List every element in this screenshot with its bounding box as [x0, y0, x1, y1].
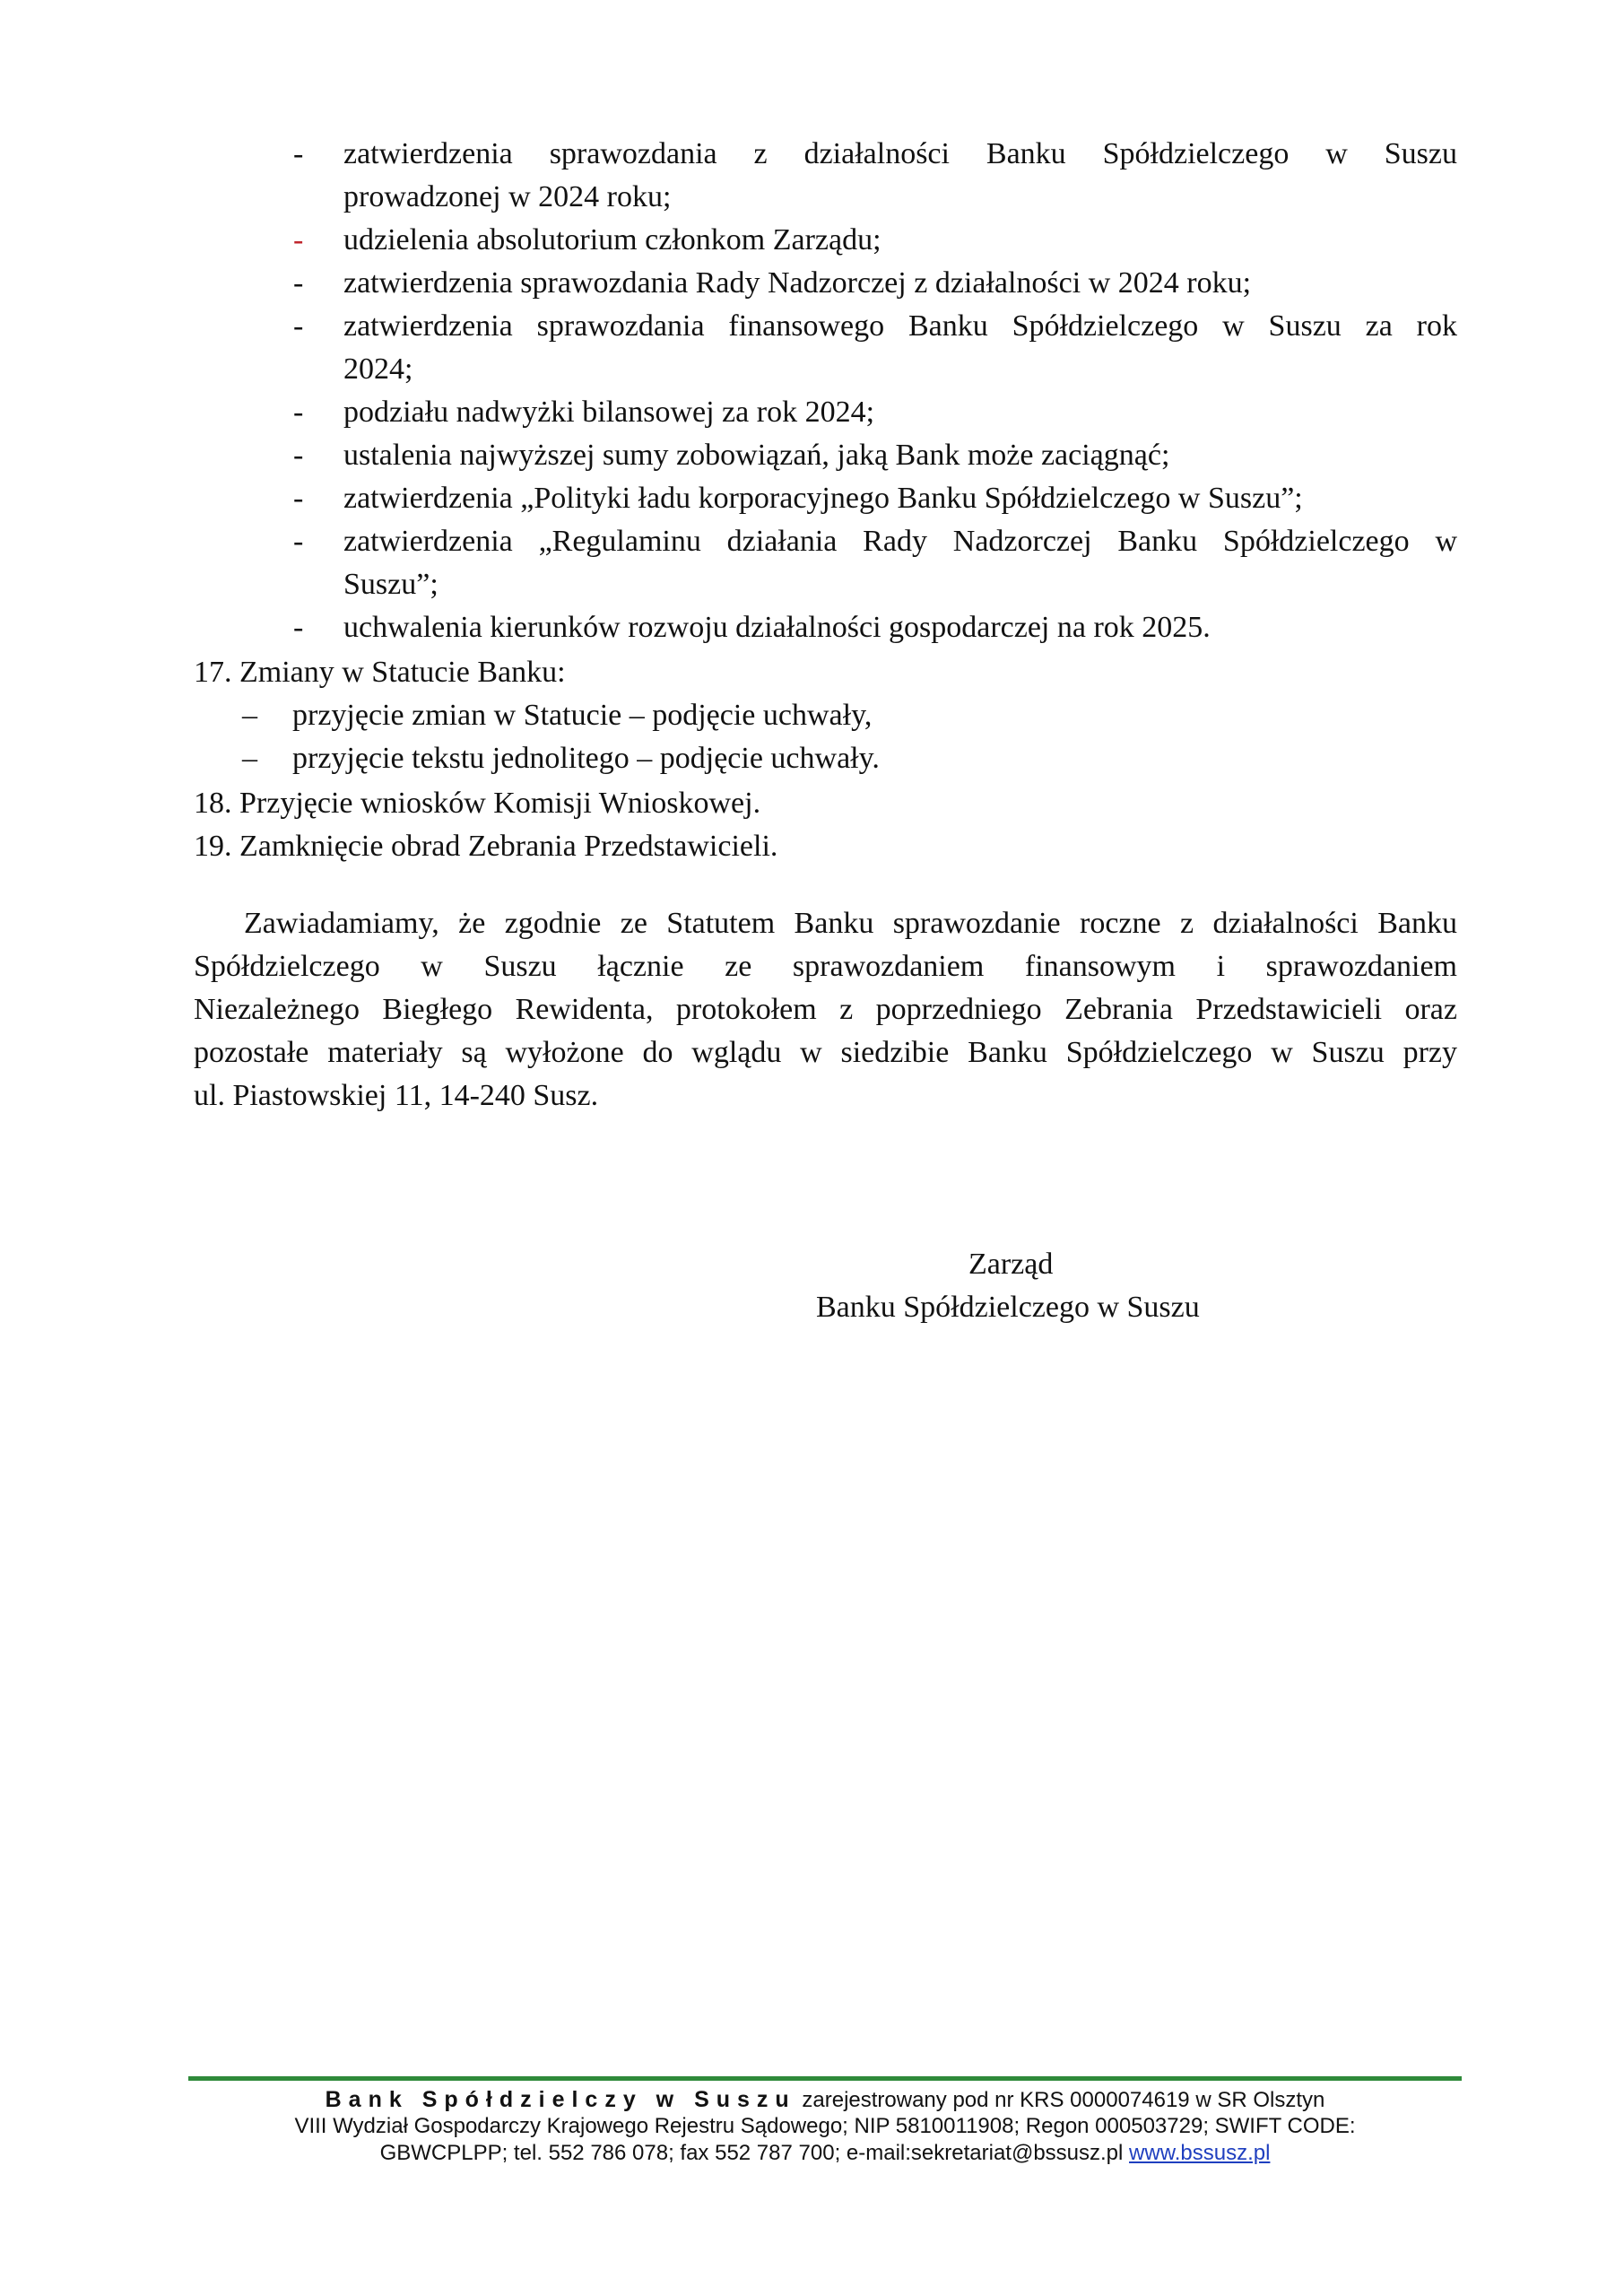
- list-en-dash: –: [242, 699, 257, 732]
- agenda-subitem-7: zatwierdzenia „Polityki ładu korporacyjnego Banku Spółdzielczego w Suszu”;: [343, 482, 1303, 515]
- signature-bank-name: Banku Spółdzielczego w Suszu: [816, 1291, 1200, 1324]
- notice-line-3: Niezależnego Biegłego Rewidenta, protokołem z poprzedniego Zebrania Przedstawicieli oraz: [194, 993, 1457, 1026]
- footer-line-2: VIII Wydział Gospodarczy Krajowego Rejestru Sądowego; NIP 5810011908; Regon 000503729; SWIFT CODE:: [294, 2114, 1356, 2138]
- agenda-subitem-2: udzielenia absolutorium członkom Zarządu;: [343, 223, 881, 257]
- signature-board: Zarząd: [968, 1248, 1054, 1281]
- list-dash: -: [293, 439, 304, 472]
- agenda-subitem-9: uchwalenia kierunków rozwoju działalności gospodarczej na rok 2025.: [343, 611, 1211, 644]
- footer-line-3: [170, 2140, 1480, 2167]
- agenda-subitem-6: ustalenia najwyższej sumy zobowiązań, jaką Bank może zaciągnąć;: [343, 439, 1170, 472]
- agenda-subitem-1-line-2: prowadzonej w 2024 roku;: [343, 180, 672, 213]
- notice-line-2: Spółdzielczego w Suszu łącznie ze sprawozdaniem finansowym i sprawozdaniem: [194, 950, 1457, 983]
- notice-line-4: pozostałe materiały są wyłożone do wglądu w siedzibie Banku Spółdzielczego w Suszu przy: [194, 1036, 1457, 1069]
- agenda-subitem-3: zatwierdzenia sprawozdania Rady Nadzorczej z działalności w 2024 roku;: [343, 266, 1252, 300]
- list-dash: -: [293, 137, 304, 170]
- agenda-subitem-4-line-1: zatwierdzenia sprawozdania finansowego Banku Spółdzielczego w Suszu za rok: [343, 309, 1457, 343]
- footer-registration: zarejestrowany pod nr KRS 0000074619 w SR Olsztyn: [802, 2088, 1325, 2112]
- list-dash: -: [293, 396, 304, 429]
- agenda-subitem-5: podziału nadwyżki bilansowej za rok 2024;: [343, 396, 875, 429]
- list-dash: -: [293, 611, 304, 644]
- footer-divider: [188, 2076, 1462, 2081]
- agenda-subitem-8-line-2: Suszu”;: [343, 568, 439, 601]
- list-dash: -: [293, 309, 304, 343]
- agenda-subitem-8-line-1: zatwierdzenia „Regulaminu działania Rady Nadzorczej Banku Spółdzielczego w: [343, 525, 1457, 558]
- notice-line-1: Zawiadamiamy, że zgodnie ze Statutem Banku sprawozdanie roczne z działalności Banku: [244, 907, 1457, 940]
- agenda-subitem-1-line-1: zatwierdzenia sprawozdania z działalności Banku Spółdzielczego w Suszu: [343, 137, 1457, 170]
- list-dash: -: [293, 525, 304, 558]
- notice-line-5: ul. Piastowskiej 11, 14-240 Susz.: [194, 1079, 599, 1112]
- agenda-item-18: 18. Przyjęcie wniosków Komisji Wnioskowej.: [194, 787, 761, 820]
- agenda-subitem-4-line-2: 2024;: [343, 352, 413, 386]
- list-dash: -: [293, 266, 304, 300]
- list-dash: -: [293, 223, 304, 257]
- footer-bank-name: Bank Spółdzielczy w Suszu: [325, 2087, 796, 2112]
- agenda-item-17-subitem-1: przyjęcie zmian w Statucie – podjęcie uchwały,: [292, 699, 873, 732]
- list-en-dash: –: [242, 742, 257, 775]
- list-dash: -: [293, 482, 304, 515]
- agenda-item-19: 19. Zamknięcie obrad Zebrania Przedstawicieli.: [194, 830, 778, 863]
- agenda-item-17-subitem-2: przyjęcie tekstu jednolitego – podjęcie uchwały.: [292, 742, 880, 775]
- agenda-item-17: 17. Zmiany w Statucie Banku:: [194, 656, 566, 689]
- footer-contact: GBWCPLPP; tel. 552 786 078; fax 552 787 700; e-mail:sekretariat@bssusz.pl: [379, 2141, 1124, 2165]
- footer-line-1: [170, 2086, 1480, 2114]
- footer-website-link[interactable]: www.bssusz.pl: [1129, 2141, 1271, 2165]
